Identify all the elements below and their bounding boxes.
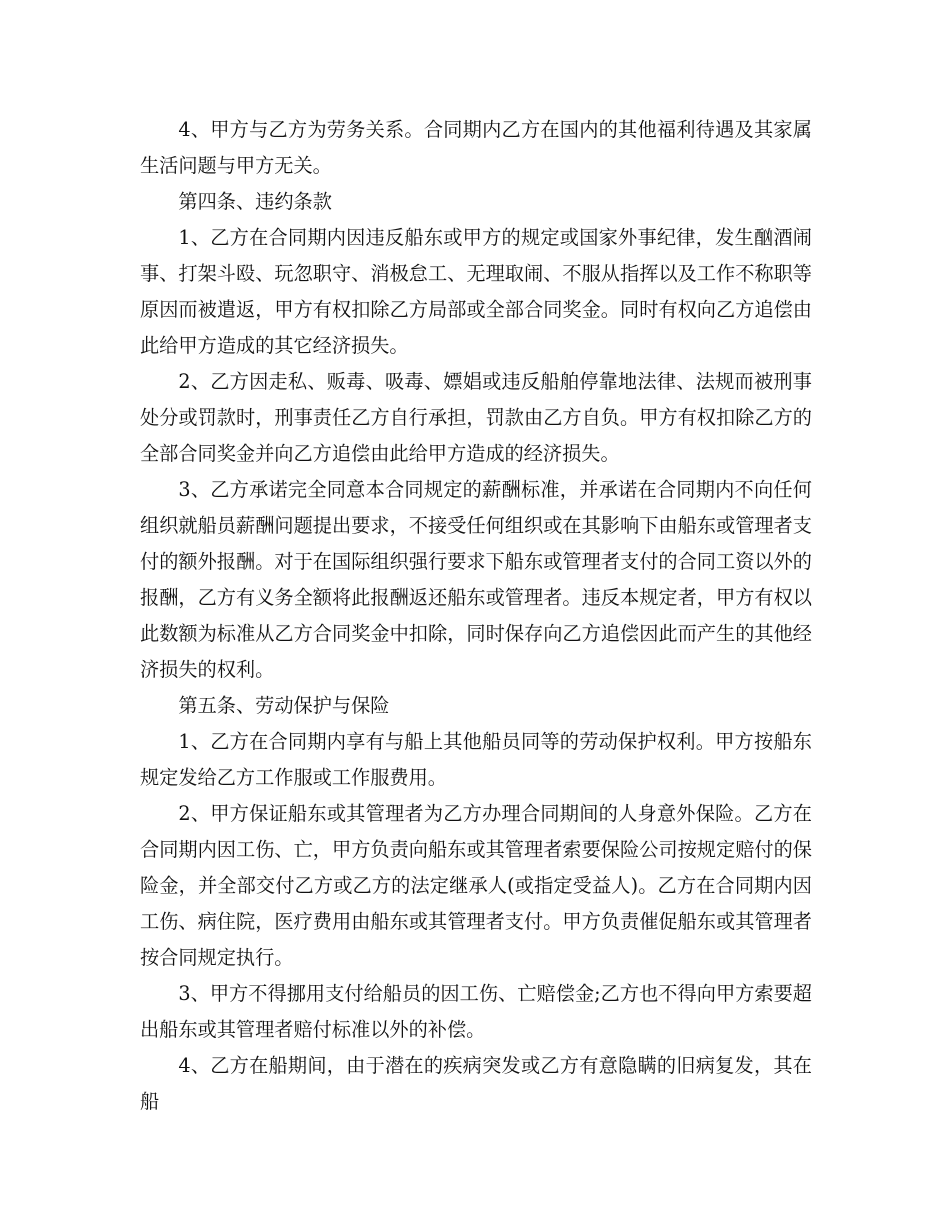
clause-1-repatriation: 1、乙方在合同期内因违反船东或甲方的规定或国家外事纪律，发生酗酒闹事、打架斗殴、玩忽职守、消极怠工、无理取闹、不服从指挥以及工作不称职等原因而被遣返，甲方有权扣除乙方局部或全部合同奖金。同时有权向乙方追偿由此给甲方造成的其它经济损失。 (140, 226, 812, 357)
clause-3-compensation: 3、甲方不得挪用支付给船员的因工伤、亡赔偿金;乙方也不得向甲方索要超出船东或其管理者赔付标准以外的补偿。 (140, 982, 812, 1041)
clause-4-illness-onboard: 4、乙方在船期间，由于潜在的疾病突发或乙方有意隐瞒的旧病复发，其在船 (140, 1054, 812, 1113)
document-body (140, 112, 812, 1120)
article-5-heading: 第五条、劳动保护与保险 (178, 694, 390, 717)
clause-2-criminal-penalty: 2、乙方因走私、贩毒、吸毒、嫖娼或违反船舶停靠地法律、法规而被刑事处分或罚款时，刑事责任乙方自行承担，罚款由乙方自负。甲方有权扣除乙方的全部合同奖金并向乙方追偿由此给甲方造成的经济损失。 (140, 370, 812, 465)
clause-1-labor-protection: 1、乙方在合同期内享有与船上其他船员同等的劳动保护权利。甲方按船东规定发给乙方工作服或工作服费用。 (140, 730, 812, 789)
clause-3-remuneration: 3、乙方承诺完全同意本合同规定的薪酬标准，并承诺在合同期内不向任何组织就船员薪酬问题提出要求，不接受任何组织或在其影响下由船东或管理者支付的额外报酬。对于在国际组织强行要求下船东或管理者支付的合同工资以外的报酬，乙方有义务全额将此报酬返还船东或管理者。违反本规定者，甲方有权以此数额为标准从乙方合同奖金中扣除，同时保存向乙方追偿因此而产生的其他经济损失的权利。 (140, 478, 812, 681)
article-4-heading: 第四条、违约条款 (178, 190, 332, 213)
clause-4-labor-relation: 4、甲方与乙方为劳务关系。合同期内乙方在国内的其他福利待遇及其家属生活问题与甲方无关。 (140, 118, 812, 177)
clause-2-accident-insurance: 2、甲方保证船东或其管理者为乙方办理合同期间的人身意外保险。乙方在合同期内因工伤、亡，甲方负责向船东或其管理者索要保险公司按规定赔付的保险金，并全部交付乙方或乙方的法定继承人(或指定受益人)。乙方在合同期内因工伤、病住院，医疗费用由船东或其管理者支付。甲方负责催促船东或其管理者按合同规定执行。 (140, 802, 812, 969)
